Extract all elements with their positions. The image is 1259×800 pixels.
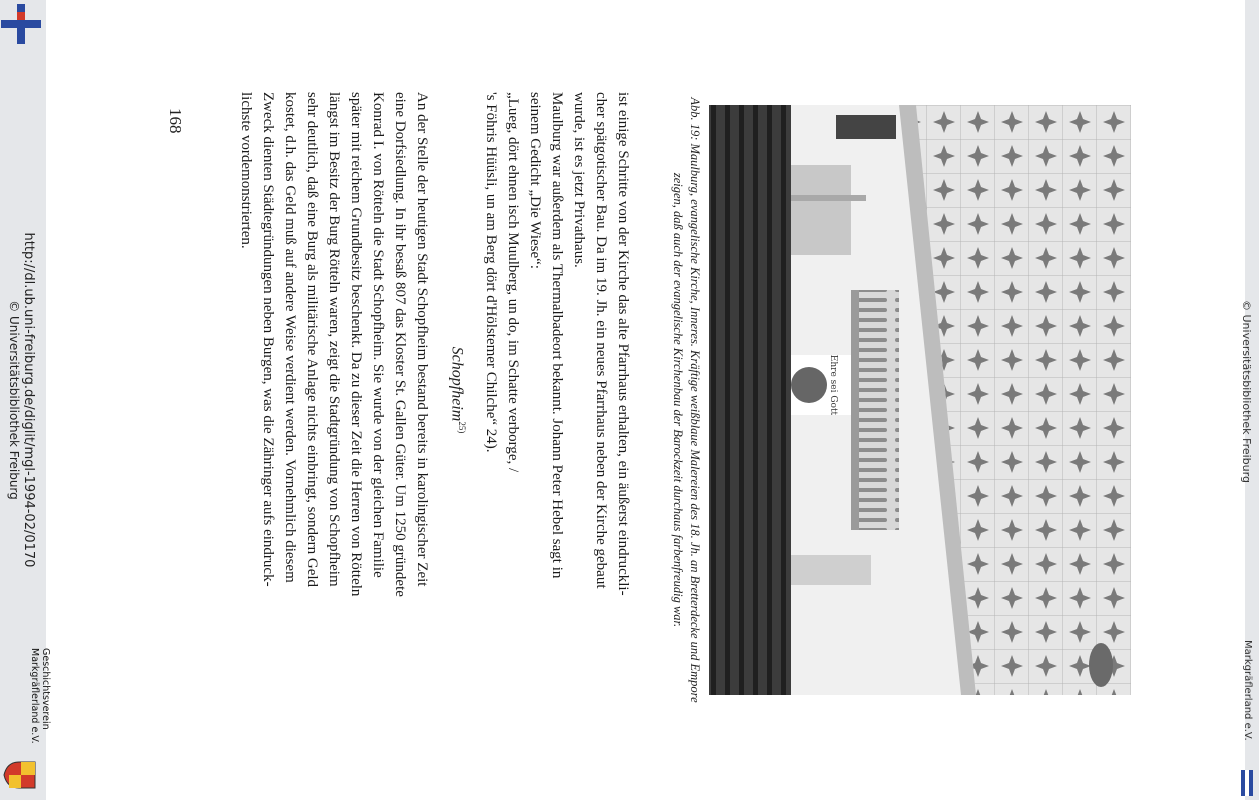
- publisher-name: [29, 648, 51, 768]
- text-line: Zweck dienten Städtegründungen neben Burgen, was die Zähringer aufs eindruck-: [260, 92, 276, 587]
- library-credit: © Universitätsbibliothek Freiburg: [7, 300, 21, 500]
- text-line: „Lueg, dört ehnen isch Muulberg, un do, im Schatte verborge, /: [505, 92, 521, 473]
- publisher-line: Geschichtsverein: [40, 648, 51, 730]
- text-line: lichste vordemonstrierten.: [238, 92, 254, 249]
- coat-of-arms-icon: [3, 760, 37, 790]
- viewer-logo-icon[interactable]: [1, 4, 41, 44]
- text-line: 's Föhris Hüüsli, un am Berg dört d'Hölstemer Chilche“ 24).: [483, 92, 499, 453]
- text-line: wurde, ist es jetzt Privathaus.: [571, 92, 587, 268]
- page-number: 168: [166, 108, 185, 134]
- page-url[interactable]: http://dl.ub.uni-freiburg.de/diglit/mgl-1994-02/0170: [21, 232, 36, 568]
- text-line: ist einige Schritte von der Kirche das alte Pfarrhaus erhalten, ein äußerst eindruckli-: [615, 92, 631, 596]
- text-line: längst im Besitz der Burg Rötteln waren, zeigt die Stadtgründung von Schopfheim: [326, 92, 342, 587]
- heading-title: Schopfheim: [448, 346, 466, 422]
- heading-footnote: 25): [457, 421, 467, 434]
- section-heading: [448, 80, 467, 700]
- text-line: sehr deutlich, daß eine Burg als militärische Anlage nichts einbringt, sondern Geld: [304, 92, 320, 588]
- credit-top: © Universitätsbibliothek Freiburg: [1240, 300, 1253, 483]
- text-line: eine Dorfsiedlung. In ihr besaß 807 das Kloster St. Gallen Güter. Um 1250 gründete: [392, 92, 408, 597]
- body-paragraph-1: [480, 92, 634, 698]
- text-line: An der Stelle der heutigen Stadt Schopfheim bestand bereits in karolingischer Zeit: [414, 92, 430, 587]
- publisher-line: Markgräflerland e.V.: [29, 648, 40, 744]
- text-line: kostet, d.h. das Geld muß auf andere Weise verdient werden. Vornehmlich diesem: [282, 92, 298, 583]
- church-interior-photo: [709, 105, 1131, 695]
- flag-logo-icon: [1241, 770, 1253, 796]
- text-line: Konrad I. von Rötteln die Stadt Schopfheim. Sie wurde von der gleichen Familie: [370, 92, 386, 578]
- text-line: später mit reichem Grundbesitz beschenkt. Da zu dieser Zeit die Herren von Rötteln: [348, 92, 364, 597]
- credit-top-right: Markgräflerland e.V.: [1242, 640, 1253, 741]
- svg-text:Ehre sei Gott: Ehre sei Gott: [828, 354, 838, 416]
- text-line: seinem Gedicht „Die Wiese“:: [527, 92, 543, 269]
- body-paragraph-2: [235, 92, 433, 698]
- text-line: cher spätgotischer Bau. Da im 19. Jh. ein neues Pfarrhaus neben der Kirche gebaut: [593, 92, 609, 589]
- figure-caption: Abb. 19: Maulburg, evangelische Kirche, Inneres. Kräftige weißblaue Malereien des 18. Jh. an Bretterdecke und Empore zeigen, daß auch der evangelische Kirchenbau der Barockzeit durchaus farbenfreudig war.: [671, 97, 702, 703]
- text-line: Maulburg war außerdem als Thermalbadeort bekannt. Johann Peter Hebel sagt in: [549, 92, 565, 579]
